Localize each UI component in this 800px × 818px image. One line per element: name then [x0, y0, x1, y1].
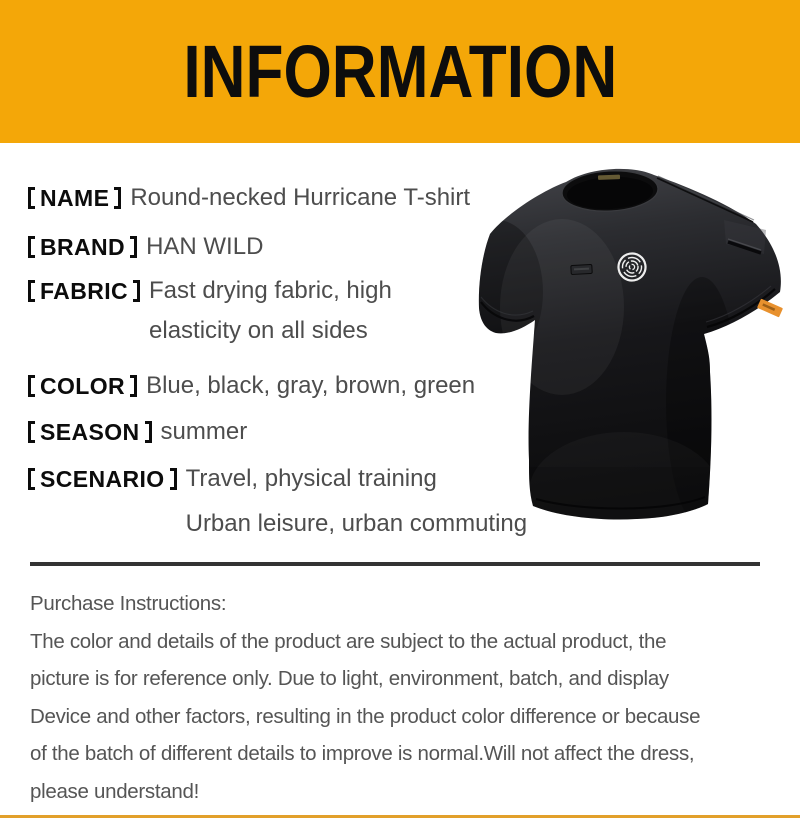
lenticular-bracket-right-icon [130, 236, 137, 258]
spec-value-line: Round-necked Hurricane T-shirt [130, 184, 471, 211]
spec-label-color [28, 371, 137, 401]
spec-value-brand [146, 232, 263, 262]
lenticular-bracket-right-icon [145, 421, 152, 443]
spec-value-fabric [149, 276, 392, 346]
lenticular-bracket-left-icon [28, 187, 35, 209]
neck-label [598, 175, 620, 180]
spec-value-name [130, 183, 470, 213]
lenticular-bracket-left-icon [28, 236, 35, 258]
spec-value-line: elasticity on all sides [149, 317, 368, 344]
spec-row-fabric [28, 276, 392, 346]
section-divider [30, 562, 760, 566]
spec-row-scenario [28, 464, 527, 539]
spec-value-line: summer [160, 418, 248, 445]
spec-label-season [28, 417, 152, 447]
spec-label-fabric [28, 276, 140, 306]
spec-label-brand [28, 232, 137, 262]
lenticular-bracket-right-icon [114, 187, 121, 209]
spec-value-line: Urban leisure, urban commuting [185, 510, 528, 537]
chest-patch [571, 264, 592, 274]
spec-label-scenario [28, 464, 177, 494]
lenticular-bracket-right-icon [130, 375, 137, 397]
purchase-instructions [30, 585, 790, 811]
information-banner [0, 0, 800, 143]
spec-value-line: Blue, black, gray, brown, green [146, 372, 476, 399]
spec-row-color [28, 371, 475, 401]
spec-label-text: NAME [40, 185, 110, 211]
spec-row-name [28, 183, 470, 213]
sleeve-tag [757, 299, 783, 318]
page-title: INFORMATION [183, 30, 617, 113]
instructions-line: picture is for reference only. Due to light, environment, batch, and display [30, 667, 669, 691]
spec-value-season [161, 417, 248, 447]
spec-value-line: HAN WILD [146, 233, 264, 260]
spec-row-season [28, 417, 247, 447]
spec-label-name [28, 183, 121, 213]
instructions-line: Device and other factors, resulting in the product color difference or because [30, 704, 701, 728]
lenticular-bracket-left-icon [28, 421, 35, 443]
spec-value-line: Fast drying fabric, high [149, 277, 392, 304]
spec-label-text: SCENARIO [40, 466, 165, 492]
spec-label-text: BRAND [40, 234, 126, 260]
spec-row-brand [28, 232, 263, 262]
spec-value-line: Travel, physical training [185, 465, 437, 492]
spec-value-scenario [186, 464, 528, 539]
instructions-line: The color and details of the product are subject to the actual product, the [30, 629, 667, 653]
spec-label-text: SEASON [40, 419, 140, 445]
lenticular-bracket-left-icon [28, 280, 35, 302]
lenticular-bracket-right-icon [170, 468, 177, 490]
spec-value-color [146, 371, 475, 401]
instructions-title: Purchase Instructions: [30, 592, 227, 615]
instructions-line: of the batch of different details to improve is normal.Will not affect the dress, [30, 742, 695, 766]
lenticular-bracket-left-icon [28, 375, 35, 397]
spec-label-text: FABRIC [40, 278, 129, 304]
lenticular-bracket-left-icon [28, 468, 35, 490]
spec-label-text: COLOR [40, 373, 126, 399]
lenticular-bracket-right-icon [133, 280, 140, 302]
instructions-line: please understand! [30, 779, 199, 803]
